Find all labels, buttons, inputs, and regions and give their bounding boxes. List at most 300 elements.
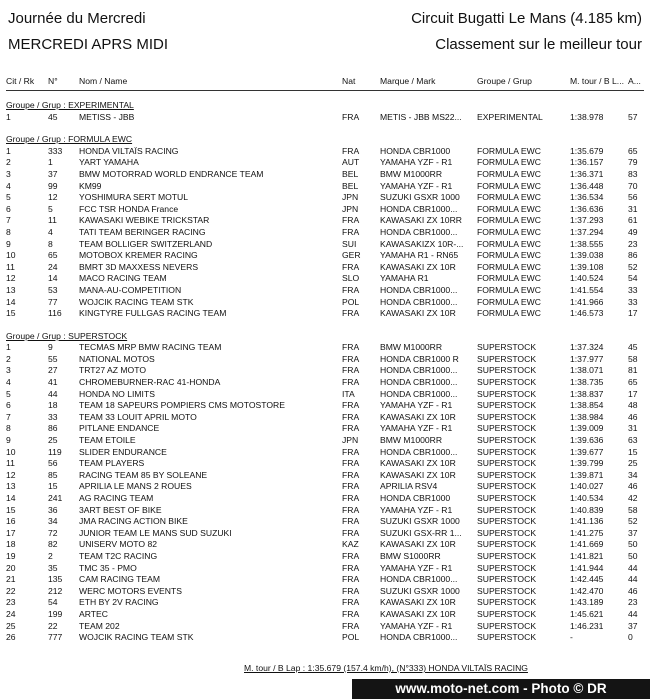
col-header-rank: Cit / Rk (6, 76, 35, 86)
cell-number: 11 (48, 215, 57, 226)
cell-name: TEAM T2C RACING (79, 550, 158, 561)
cell-make: YAMAHA YZF - R1 (380, 562, 453, 573)
cell-name: TECMAS MRP BMW RACING TEAM (79, 342, 222, 353)
cell-best-lap: 1:36.636 (570, 203, 604, 214)
cell-best-lap: 1:36.371 (570, 168, 604, 179)
cell-group: FORMULA EWC (477, 180, 541, 191)
cell-nat: FRA (342, 620, 360, 631)
cell-best-lap: 1:38.854 (570, 400, 604, 411)
cell-nat: FRA (342, 308, 360, 319)
cell-number: 56 (48, 458, 58, 469)
cell-rank: 12 (6, 273, 16, 284)
cell-nat: FRA (342, 377, 360, 388)
cell-rank: 3 (6, 365, 11, 376)
cell-number: 35 (48, 562, 58, 573)
cell-number: 5 (48, 203, 53, 214)
cell-best-lap: 1:37.293 (570, 215, 604, 226)
cell-best-lap: 1:35.679 (570, 145, 604, 156)
cell-nat: SUI (342, 238, 357, 249)
cell-rank: 1 (6, 145, 11, 156)
cell-rank: 6 (6, 203, 11, 214)
cell-laps: 23 (628, 238, 638, 249)
cell-best-lap: 1:41.821 (570, 550, 604, 561)
cell-number: 18 (48, 400, 58, 411)
cell-nat: FRA (342, 493, 360, 503)
cell-make: HONDA CBR1000... (380, 203, 458, 214)
cell-laps: 25 (628, 458, 638, 469)
cell-make: SUZUKI GSX-RR 1... (380, 527, 462, 538)
cell-nat: FRA (342, 365, 360, 376)
cell-group: SUPERSTOCK (477, 353, 537, 364)
cell-group: FORMULA EWC (477, 284, 541, 295)
col-header-name: Nom / Name (79, 76, 128, 86)
cell-nat: FRA (342, 597, 360, 608)
cell-name: JUNIOR TEAM LE MANS SUD SUZUKI (79, 527, 232, 538)
cell-rank: 20 (6, 562, 16, 573)
cell-group: FORMULA EWC (477, 145, 541, 156)
cell-name: RACING TEAM 85 BY SOLEANE (79, 469, 208, 480)
table-row (0, 389, 650, 401)
cell-rank: 24 (6, 608, 16, 619)
cell-laps: 65 (628, 145, 638, 156)
group-spacer (0, 123, 650, 134)
cell-nat: FRA (342, 527, 360, 538)
cell-group: FORMULA EWC (477, 226, 541, 237)
cell-group: SUPERSTOCK (477, 620, 537, 631)
cell-make: KAWASAKI ZX 10R (380, 608, 456, 619)
cell-name: APRILIA LE MANS 2 ROUES (79, 481, 192, 492)
cell-best-lap: - (570, 632, 573, 643)
cell-best-lap: 1:38.555 (570, 238, 604, 249)
cell-number: 1 (48, 157, 53, 168)
best-lap-summary: M. tour / B Lap : 1:35.679 (157.4 km/h), (N°333) HONDA VILTAÏS RACING (244, 663, 528, 673)
cell-rank: 1 (6, 111, 11, 122)
table-row (0, 112, 650, 124)
cell-best-lap: 1:40.534 (570, 493, 604, 503)
table-row (0, 146, 650, 158)
cell-make: HONDA CBR1000... (380, 284, 458, 295)
cell-laps: 45 (628, 342, 638, 353)
cell-best-lap: 1:42.470 (570, 585, 604, 596)
cell-make: YAMAHA YZF - R1 (380, 157, 453, 168)
cell-name: HONDA VILTAÏS RACING (79, 145, 179, 156)
cell-make: KAWASAKI ZX 10R (380, 539, 456, 550)
cell-best-lap: 1:40.839 (570, 504, 604, 515)
cell-rank: 2 (6, 157, 11, 168)
cell-laps: 54 (628, 273, 638, 284)
cell-number: 241 (48, 493, 63, 503)
session-subtitle: MERCREDI APRS MIDI (8, 36, 169, 53)
cell-make: APRILIA RSV4 (380, 481, 438, 492)
cell-name: PITLANE ENDANCE (79, 423, 160, 434)
cell-group: SUPERSTOCK (477, 435, 537, 446)
cell-name: METISS - JBB (79, 111, 135, 122)
cell-rank: 10 (6, 446, 16, 457)
cell-name: TATI TEAM BERINGER RACING (79, 226, 206, 237)
group-header (0, 134, 650, 146)
cell-name: 3ART BEST OF BIKE (79, 504, 162, 515)
cell-make: KAWASAKIZX 10R-... (380, 238, 464, 249)
cell-name: ETH BY 2V RACING (79, 597, 159, 608)
cell-laps: 83 (628, 168, 638, 179)
table-row (0, 204, 650, 216)
cell-group: FORMULA EWC (477, 238, 541, 249)
cell-group: FORMULA EWC (477, 192, 541, 203)
results-table (0, 100, 650, 644)
table-row (0, 551, 650, 563)
cell-number: 15 (48, 481, 58, 492)
cell-best-lap: 1:41.966 (570, 296, 604, 307)
cell-group: SUPERSTOCK (477, 504, 537, 515)
cell-nat: FRA (342, 400, 360, 411)
cell-name: WERC MOTORS EVENTS (79, 585, 182, 596)
cell-group: SUPERSTOCK (477, 516, 537, 527)
cell-make: SUZUKI GSXR 1000 (380, 192, 460, 203)
cell-make: BMW M1000RR (380, 342, 443, 353)
group-spacer (0, 320, 650, 331)
cell-make: KAWASAKI ZX 10R (380, 458, 456, 469)
table-row (0, 262, 650, 274)
table-row (0, 470, 650, 482)
cell-laps: 17 (628, 388, 638, 399)
cell-nat: FRA (342, 458, 360, 469)
cell-nat: FRA (342, 353, 360, 364)
cell-best-lap: 1:40.524 (570, 273, 604, 284)
cell-nat: JPN (342, 192, 359, 203)
cell-number: 4 (48, 226, 53, 237)
cell-make: KAWASAKI ZX 10RR (380, 215, 462, 226)
cell-nat: FRA (342, 585, 360, 596)
cell-laps: 70 (628, 180, 638, 191)
cell-number: 27 (48, 365, 58, 376)
cell-make: SUZUKI GSXR 1000 (380, 585, 460, 596)
cell-best-lap: 1:46.231 (570, 620, 604, 631)
cell-name: HONDA NO LIMITS (79, 388, 155, 399)
cell-number: 14 (48, 273, 58, 284)
cell-laps: 46 (628, 585, 638, 596)
cell-make: METIS - JBB MS22... (380, 111, 462, 122)
cell-group: SUPERSTOCK (477, 342, 537, 353)
cell-number: 72 (48, 527, 58, 538)
cell-best-lap: 1:46.573 (570, 308, 604, 319)
cell-nat: FRA (342, 469, 360, 480)
cell-best-lap: 1:41.669 (570, 539, 604, 550)
cell-name: JMA RACING ACTION BIKE (79, 516, 188, 527)
table-row (0, 285, 650, 297)
cell-group: FORMULA EWC (477, 168, 541, 179)
cell-rank: 17 (6, 527, 16, 538)
cell-number: 22 (48, 620, 58, 631)
cell-best-lap: 1:37.324 (570, 342, 604, 353)
cell-rank: 7 (6, 215, 11, 226)
cell-nat: JPN (342, 203, 359, 214)
table-row (0, 481, 650, 493)
cell-best-lap: 1:42.445 (570, 574, 604, 585)
col-header-laps: A... (628, 76, 641, 86)
cell-rank: 11 (6, 261, 15, 272)
cell-laps: 56 (628, 192, 638, 203)
cell-laps: 81 (628, 365, 638, 376)
cell-name: KAWASAKI WEBIKE TRICKSTAR (79, 215, 210, 226)
cell-make: SUZUKI GSXR 1000 (380, 516, 460, 527)
cell-laps: 23 (628, 597, 638, 608)
cell-laps: 58 (628, 353, 638, 364)
cell-group: SUPERSTOCK (477, 423, 537, 434)
cell-name: TRT27 AZ MOTO (79, 365, 147, 376)
table-row (0, 412, 650, 424)
cell-group: SUPERSTOCK (477, 481, 537, 492)
group-label: Groupe / Grup : SUPERSTOCK (6, 330, 128, 341)
cell-name: MANA-AU-COMPETITION (79, 284, 182, 295)
cell-rank: 1 (6, 342, 11, 353)
cell-laps: 58 (628, 504, 638, 515)
cell-laps: 37 (628, 620, 638, 631)
cell-number: 2 (48, 550, 53, 561)
cell-best-lap: 1:43.189 (570, 597, 604, 608)
cell-best-lap: 1:39.677 (570, 446, 604, 457)
cell-best-lap: 1:38.735 (570, 377, 604, 388)
table-row (0, 308, 650, 320)
cell-rank: 5 (6, 388, 11, 399)
cell-best-lap: 1:36.534 (570, 192, 604, 203)
cell-rank: 12 (6, 469, 16, 480)
cell-name: TEAM 33 LOUIT APRIL MOTO (79, 411, 197, 422)
cell-nat: FRA (342, 411, 360, 422)
cell-number: 36 (48, 504, 58, 515)
cell-number: 41 (48, 377, 58, 388)
cell-number: 33 (48, 411, 58, 422)
table-row (0, 632, 650, 644)
cell-laps: 31 (628, 423, 638, 434)
cell-number: 8 (48, 238, 53, 249)
cell-make: KAWASAKI ZX 10R (380, 469, 456, 480)
cell-group: SUPERSTOCK (477, 632, 537, 643)
cell-make: HONDA CBR1000 R (380, 353, 459, 364)
col-header-best-lap: M. tour / B L... (570, 76, 624, 86)
cell-name: WOJCIK RACING TEAM STK (79, 632, 194, 643)
cell-nat: FRA (342, 284, 360, 295)
cell-laps: 31 (628, 203, 638, 214)
group-label: Groupe / Grup : FORMULA EWC (6, 134, 133, 145)
cell-laps: 61 (628, 215, 638, 226)
table-row (0, 227, 650, 239)
table-row (0, 169, 650, 181)
cell-group: SUPERSTOCK (477, 562, 537, 573)
cell-make: YAMAHA R1 (380, 273, 429, 284)
cell-group: SUPERSTOCK (477, 365, 537, 376)
cell-nat: AUT (342, 157, 360, 168)
cell-best-lap: 1:39.799 (570, 458, 604, 469)
cell-rank: 16 (6, 516, 16, 527)
cell-laps: 15 (628, 446, 638, 457)
cell-group: SUPERSTOCK (477, 585, 537, 596)
cell-group: SUPERSTOCK (477, 527, 537, 538)
cell-group: SUPERSTOCK (477, 377, 537, 388)
table-row (0, 215, 650, 227)
cell-laps: 49 (628, 226, 638, 237)
cell-make: HONDA CBR1000... (380, 226, 458, 237)
cell-name: UNISERV MOTO 82 (79, 539, 158, 550)
cell-best-lap: 1:41.944 (570, 562, 604, 573)
cell-nat: FRA (342, 145, 360, 156)
cell-nat: FRA (342, 504, 360, 515)
cell-laps: 52 (628, 516, 638, 527)
cell-group: FORMULA EWC (477, 203, 541, 214)
cell-make: HONDA CBR1000... (380, 365, 458, 376)
cell-make: KAWASAKI ZX 10R (380, 308, 456, 319)
cell-name: KM99 (79, 180, 102, 191)
cell-rank: 26 (6, 632, 16, 643)
cell-make: HONDA CBR1000... (380, 574, 458, 585)
cell-nat: FRA (342, 215, 360, 226)
cell-laps: 17 (628, 308, 638, 319)
cell-name: ARTEC (79, 608, 108, 619)
table-row (0, 365, 650, 377)
cell-number: 34 (48, 516, 58, 527)
cell-make: HONDA CBR1000 (380, 145, 451, 156)
col-header-number: N° (48, 76, 58, 86)
cell-best-lap: 1:37.977 (570, 353, 604, 364)
table-row (0, 597, 650, 609)
cell-make: KAWASAKI ZX 10R (380, 411, 456, 422)
table-row (0, 273, 650, 285)
cell-name: FCC TSR HONDA France (79, 203, 179, 214)
cell-best-lap: 1:41.136 (570, 516, 604, 527)
cell-name: TEAM 18 SAPEURS POMPIERS CMS MOTOSTORE (79, 400, 285, 411)
cell-best-lap: 1:39.038 (570, 250, 604, 261)
column-header-row (0, 76, 650, 88)
cell-group: SUPERSTOCK (477, 550, 537, 561)
cell-name: CHROMEBURNER-RAC 41-HONDA (79, 377, 221, 388)
cell-name: AG RACING TEAM (79, 493, 154, 503)
cell-rank: 7 (6, 411, 11, 422)
cell-nat: BEL (342, 168, 359, 179)
cell-name: WOJCIK RACING TEAM STK (79, 296, 194, 307)
table-row (0, 458, 650, 470)
header-divider (6, 90, 644, 91)
cell-group: SUPERSTOCK (477, 608, 537, 619)
cell-laps: 33 (628, 284, 638, 295)
cell-laps: 33 (628, 296, 638, 307)
cell-rank: 15 (6, 504, 16, 515)
cell-nat: FRA (342, 608, 360, 619)
table-row (0, 250, 650, 262)
cell-name: TEAM 202 (79, 620, 120, 631)
cell-name: NATIONAL MOTOS (79, 353, 155, 364)
cell-nat: FRA (342, 550, 360, 561)
cell-group: SUPERSTOCK (477, 469, 537, 480)
cell-name: MACO RACING TEAM (79, 273, 167, 284)
cell-group: FORMULA EWC (477, 157, 541, 168)
cell-rank: 14 (6, 493, 16, 503)
cell-laps: 44 (628, 574, 638, 585)
cell-best-lap: 1:38.978 (570, 111, 604, 122)
cell-nat: POL (342, 296, 360, 307)
cell-name: TEAM ETOILE (79, 435, 136, 446)
cell-nat: FRA (342, 111, 360, 122)
cell-best-lap: 1:41.275 (570, 527, 604, 538)
table-row (0, 528, 650, 540)
cell-number: 85 (48, 469, 58, 480)
group-header (0, 100, 650, 112)
cell-number: 25 (48, 435, 58, 446)
cell-make: YAMAHA YZF - R1 (380, 400, 453, 411)
cell-nat: FRA (342, 342, 360, 353)
cell-rank: 21 (6, 574, 16, 585)
cell-make: KAWASAKI ZX 10R (380, 261, 456, 272)
cell-nat: GER (342, 250, 361, 261)
cell-group: SUPERSTOCK (477, 597, 537, 608)
cell-group: SUPERSTOCK (477, 411, 537, 422)
cell-best-lap: 1:40.027 (570, 481, 604, 492)
cell-number: 86 (48, 423, 58, 434)
cell-rank: 4 (6, 180, 11, 191)
cell-number: 55 (48, 353, 58, 364)
cell-number: 24 (48, 261, 58, 272)
cell-best-lap: 1:41.554 (570, 284, 604, 295)
cell-rank: 6 (6, 400, 11, 411)
table-row (0, 297, 650, 309)
cell-nat: FRA (342, 423, 360, 434)
cell-nat: SLO (342, 273, 360, 284)
cell-laps: 79 (628, 157, 638, 168)
table-row (0, 447, 650, 459)
cell-rank: 8 (6, 226, 11, 237)
cell-name: BMW MOTORRAD WORLD ENDRANCE TEAM (79, 168, 264, 179)
cell-nat: ITA (342, 388, 355, 399)
cell-rank: 18 (6, 539, 16, 550)
cell-best-lap: 1:39.108 (570, 261, 604, 272)
cell-rank: 9 (6, 238, 11, 249)
cell-group: FORMULA EWC (477, 250, 541, 261)
cell-laps: 50 (628, 539, 638, 550)
cell-rank: 3 (6, 168, 11, 179)
cell-rank: 22 (6, 585, 16, 596)
cell-make: KAWASAKI ZX 10R (380, 597, 456, 608)
cell-nat: POL (342, 632, 360, 643)
cell-best-lap: 1:39.636 (570, 435, 604, 446)
cell-best-lap: 1:38.837 (570, 388, 604, 399)
table-row (0, 354, 650, 366)
cell-number: 119 (48, 446, 62, 457)
cell-name: TEAM PLAYERS (79, 458, 145, 469)
cell-group: SUPERSTOCK (477, 458, 537, 469)
table-row (0, 377, 650, 389)
cell-rank: 2 (6, 353, 11, 364)
cell-number: 77 (48, 296, 58, 307)
cell-laps: 42 (628, 493, 638, 503)
cell-laps: 0 (628, 632, 633, 643)
cell-number: 12 (48, 192, 58, 203)
cell-number: 65 (48, 250, 58, 261)
cell-make: YAMAHA YZF - R1 (380, 423, 453, 434)
cell-number: 333 (48, 145, 63, 156)
cell-nat: BEL (342, 180, 359, 191)
cell-make: HONDA CBR1000... (380, 446, 458, 457)
cell-name: TMC 35 - PMO (79, 562, 137, 573)
cell-laps: 44 (628, 608, 638, 619)
cell-rank: 11 (6, 458, 15, 469)
table-row (0, 574, 650, 586)
cell-laps: 48 (628, 400, 638, 411)
cell-nat: FRA (342, 574, 360, 585)
cell-make: YAMAHA YZF - R1 (380, 620, 453, 631)
cell-rank: 13 (6, 481, 16, 492)
cell-name: BMRT 3D MAXXESS NEVERS (79, 261, 199, 272)
cell-make: HONDA CBR1000 (380, 493, 451, 503)
cell-name: TEAM BOLLIGER SWITZERLAND (79, 238, 213, 249)
cell-group: FORMULA EWC (477, 215, 541, 226)
